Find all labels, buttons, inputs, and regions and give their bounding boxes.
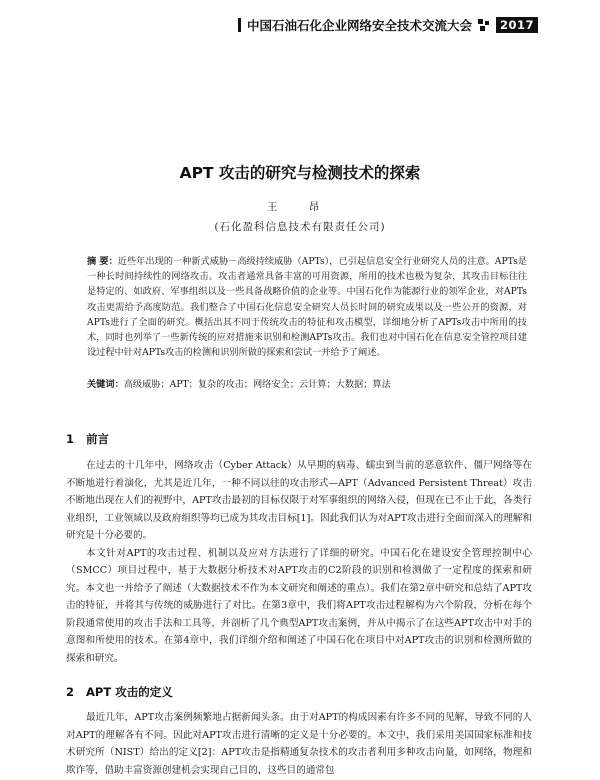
section-title: APT 攻击的定义	[86, 685, 173, 699]
keywords-text: 高级威胁；APT；复杂的攻击；网络安全；云计算；大数据；算法	[123, 379, 391, 390]
abstract-text: 近些年出现的一种新式威胁－高级持续威胁（APTs），已引起信息安全行业研究人员的注意。APTs是一种长时间持续性的网络攻击。攻击者通常具备丰富的可用资源，所用的技术也极为复杂，其攻击目标往往是特定的、如政府、军事组织以及一些具备战略价值的企业等。中国石化作为能源行业的领军企业，对APTs攻击更需给予高度防范。我们整合了中国石化信息安全研究人员长时间的研究成果以及一些公开的资源，对APTs进行了全面的研究。概括出其不同于传统攻击的特征和攻击模型，详细地分析了APTs攻击中所用的技术，同时也列举了一些新传统的应对措施来识别和检测APTs攻击。我们也对中国石化在信息安全管控项目建设过程中针对APTs攻击的检测和识别所做的探索和尝试一并给予了阐述。	[87, 256, 527, 359]
section-body-2	[66, 709, 532, 779]
section-title: 前言	[86, 432, 110, 446]
section-number: 2	[66, 685, 75, 699]
section-heading-1	[66, 431, 109, 447]
paragraph: 最近几年，APT攻击案例频繁地占据新闻头条。由于对APT的构成因素有许多不同的见解，导致不同的人对APT的理解各有不同。因此对APT攻击进行清晰的定义是十分必要的。本文中，我们采用美国国家标准和技术研究所（NIST）给出的定义[2]：APT攻击是指精通复杂技术的攻击者利用多种攻击向量，如网络，物理和欺诈等，借助丰富资源创建机会实现自己目的，这些目的通常包	[66, 712, 532, 776]
paper-title: APT 攻击的研究与检测技术的探索	[179, 164, 421, 182]
keywords	[87, 377, 527, 392]
running-header	[238, 16, 538, 34]
abstract-label: 摘 要：	[87, 256, 118, 267]
conference-name: 中国石油石化企业网络安全技术交流大会	[246, 18, 472, 33]
paragraph: 本文针对APT的攻击过程、机制以及应对方法进行了详细的研究。中国石化在建设安全管理控制中心（SMCC）项目过程中，基于大数据分析技术对APT攻击的C2阶段的识别和检测做了一定程度的探索和研究。本文也一并给予了阐述（大数据技术不作为本文研究和阐述的重点）。我们在第2章中研究和总结了APT攻击的特征，并将其与传统的威胁进行了对比。在第3章中，我们将APT攻击过程解构为六个阶段，分析在每个阶段通常使用的攻击手法和工具等，并剖析了几个典型APT攻击案例，并从中揭示了在这些APT攻击中对手的意图和所使用的技术。在第4章中，我们详细介绍和阐述了中国石化在项目中对APT攻击的识别和检测所做的探索和研究。	[66, 547, 532, 664]
paragraph: 在过去的十几年中，网络攻击（Cyber Attack）从早期的病毒、蠕虫到当前的恶意软件、僵尸网络等在不断地进行着演化，尤其是近几年，一种不同以往的攻击形式—APT（Advanced Persistent Threat）攻击不断地出现在人们的视野中，APT攻击最初的目标仅限于对军事组织的网络入侵，但现在已不止于此，各类行业组织，工业领域以及政府组织等均已成为其攻击目标[1]。因此我们认为对APT攻击进行全面而深入的理解和研究是十分必要的。	[66, 460, 532, 541]
conference-year: 2017	[496, 17, 538, 33]
section-heading-2	[66, 684, 173, 700]
keywords-label: 关键词：	[87, 379, 124, 390]
author-affiliation: (石化盈科信息技术有限责任公司)	[214, 221, 386, 233]
abstract	[87, 254, 527, 360]
header-squares-icon	[478, 19, 490, 31]
header-bar-mark	[238, 18, 241, 32]
section-body-1	[66, 457, 532, 667]
section-number: 1	[66, 432, 75, 446]
author-name: 王 昂	[266, 201, 334, 213]
